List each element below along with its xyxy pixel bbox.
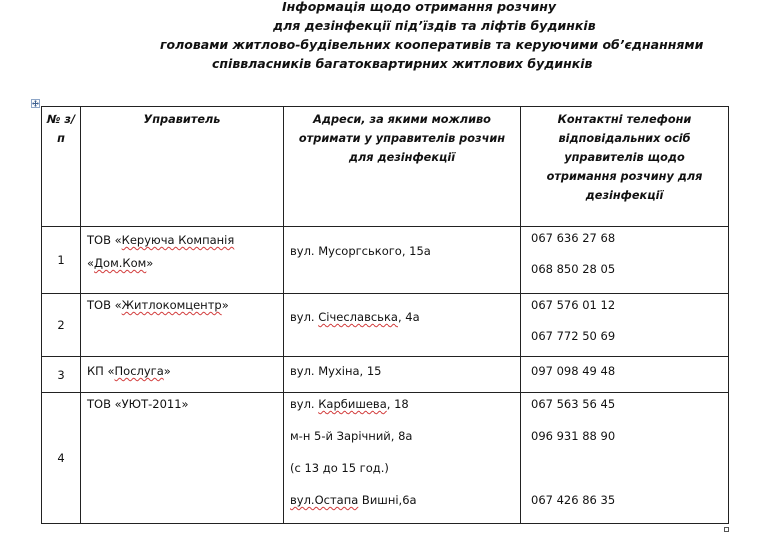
phone-number: 097 098 49 48	[531, 364, 616, 378]
spellcheck-mark: Житлокомцентр	[121, 298, 222, 312]
spellcheck-mark: Дом.Ком	[94, 256, 147, 270]
table-header-row	[42, 107, 729, 227]
phone-number: 067 576 01 12	[531, 298, 616, 312]
table-move-handle-icon[interactable]	[31, 99, 40, 108]
phone-number: 096 931 88 90	[531, 429, 616, 443]
heading-line-1: Інформація щодо отримання розчину	[282, 0, 557, 14]
row-number: 1	[42, 227, 81, 294]
address-cell: вул. Січеславська, 4а	[284, 294, 521, 357]
phone-number: 067 563 56 45	[531, 397, 616, 411]
spellcheck-mark: Послуга	[114, 364, 164, 378]
disinfection-table	[41, 106, 729, 524]
table-row	[42, 357, 729, 393]
spellcheck-mark: Керуюча Компанія	[121, 233, 235, 247]
header-num: № з/п	[42, 107, 81, 227]
table-row	[42, 227, 729, 294]
manager-cell: ТОВ «Керуюча Компанія «Дом.Ком»	[81, 227, 284, 294]
header-manager: Управитель	[81, 107, 284, 227]
phone-number: 067 636 27 68	[531, 231, 616, 245]
phone-number: 067 426 86 35	[531, 493, 616, 507]
address-cell: вул. Карбишева, 18 м-н 5-й Зарічний, 8а (с 13 до 15 год.) вул.Остапа Вишні,6а	[284, 393, 521, 524]
heading-line-3: головами житлово-будівельних кооперативів та керуючими об’єднаннями	[160, 37, 704, 52]
row-number: 4	[42, 393, 81, 524]
table-resize-handle[interactable]	[724, 527, 729, 532]
address-cell: вул. Мусоргського, 15а	[284, 227, 521, 294]
heading-line-4: співвласників багатоквартирних житлових будинків	[212, 56, 593, 71]
phone-number: 068 850 28 05	[531, 262, 616, 276]
phone-number: 067 772 50 69	[531, 329, 616, 343]
table-row	[42, 294, 729, 357]
spellcheck-mark: вул.Остапа	[290, 493, 359, 507]
manager-cell: ТОВ «Житлокомцентр»	[81, 294, 284, 357]
heading-line-2: для дезінфекції під’їздів та ліфтів будинків	[273, 18, 596, 33]
header-address: Адреси, за якими можливо отримати у управителів розчин для дезінфекції	[284, 107, 521, 227]
header-phones: Контактні телефони відповідальних осіб управителів щодо отримання розчину для дезінфекції	[521, 107, 729, 227]
phone-cell	[521, 393, 729, 524]
row-number: 2	[42, 294, 81, 357]
manager-cell: ТОВ «УЮТ-2011»	[81, 393, 284, 524]
phone-cell	[521, 357, 729, 393]
spellcheck-mark: Січеславська	[318, 310, 398, 324]
phone-cell	[521, 294, 729, 357]
address-cell: вул. Мухіна, 15	[284, 357, 521, 393]
table-row	[42, 393, 729, 524]
spellcheck-mark: Карбишева	[318, 397, 387, 411]
manager-cell: КП «Послуга»	[81, 357, 284, 393]
phone-cell	[521, 227, 729, 294]
row-number: 3	[42, 357, 81, 393]
